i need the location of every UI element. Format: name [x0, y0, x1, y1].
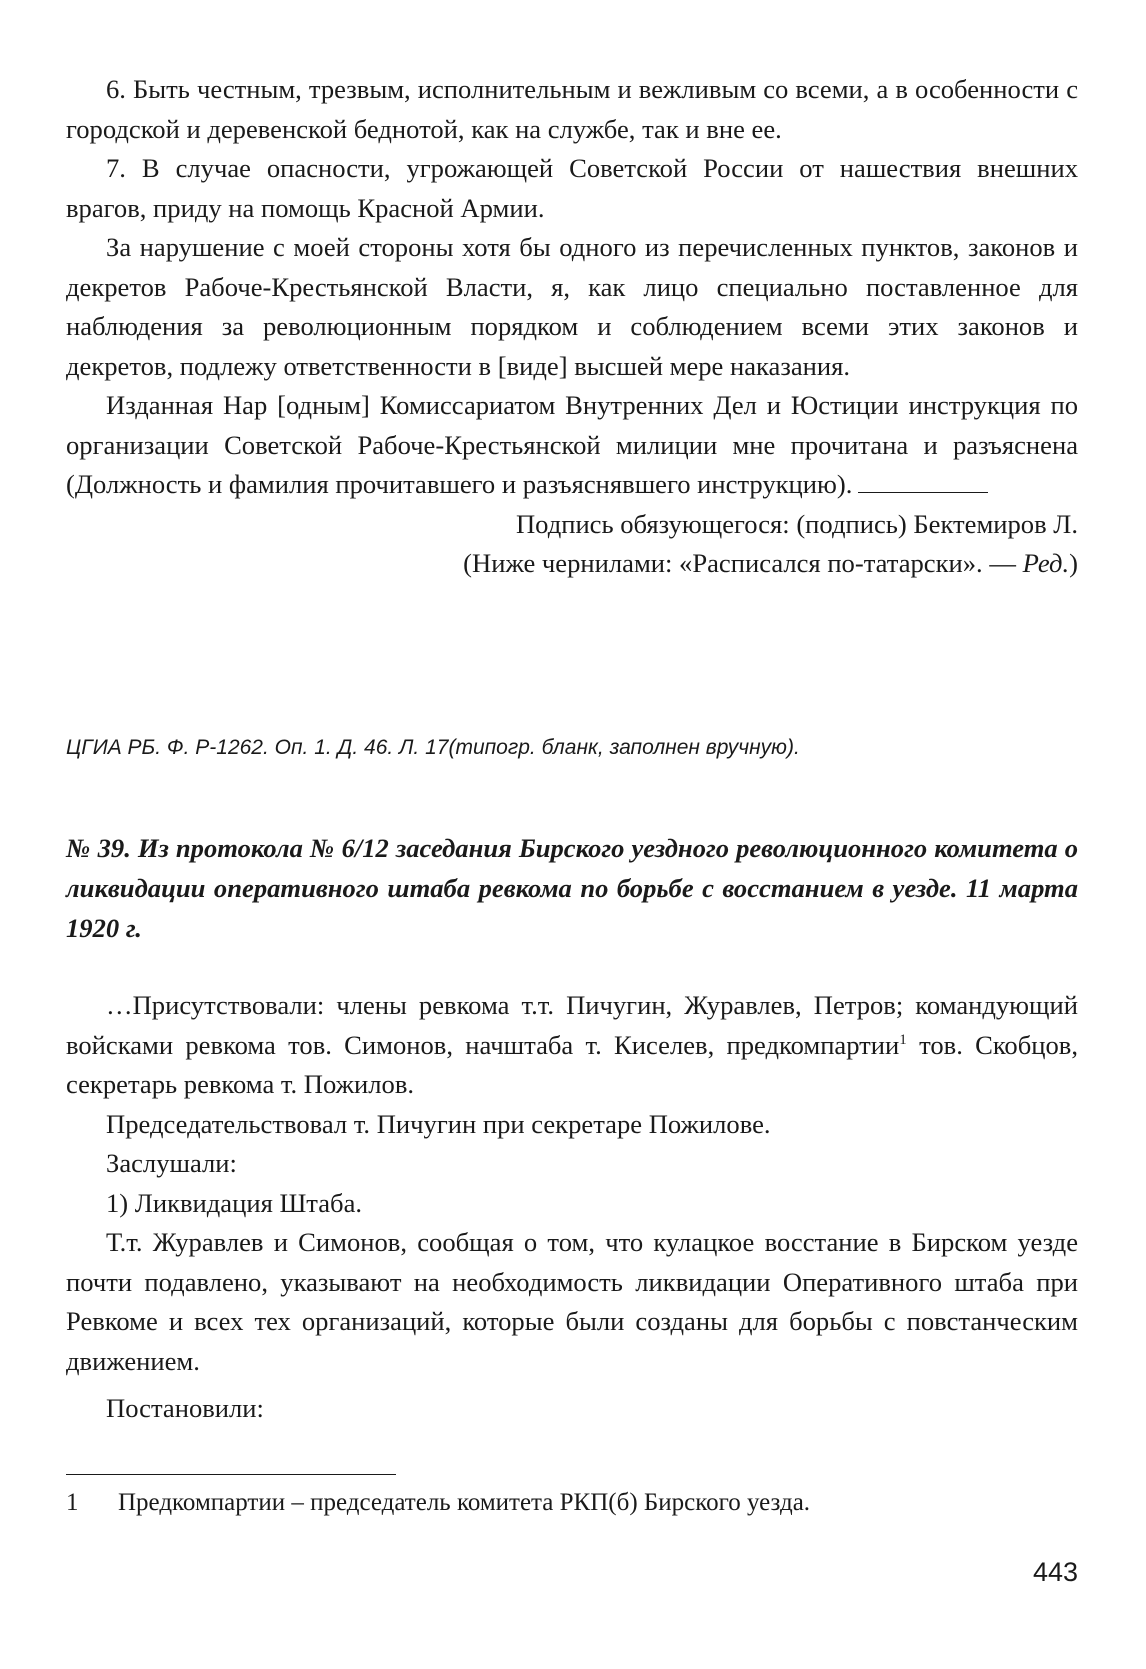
chaired-paragraph: Председательствовал т. Пичугин при секретаре Пожилове. — [106, 1108, 771, 1139]
archive-source-reference: ЦГИА РБ. Ф. Р-1262. Оп. 1. Д. 46. Л. 17(типогр. бланк, заполнен вручную). — [66, 736, 800, 759]
protocol-text-block — [66, 986, 1078, 1429]
footnote-marker: 1 — [899, 1031, 907, 1048]
editor-note — [66, 544, 1078, 584]
signature-line: Подпись обязующегося: (подпись) Бектемиров Л. — [515, 508, 1078, 539]
document-heading: № 39. Из протокола № 6/12 заседания Бирского уездного революционного комитета о ликвидации оперативного штаба ревкома по борьбе с восстанием в уезде. 11 марта 1920 г. — [66, 833, 1078, 943]
editor-note-text: (Ниже чернилами: «Расписался по-татарски». — — [463, 548, 1023, 578]
penalty-paragraph: За нарушение с моей стороны хотя бы одного из перечисленных пунктов, законов и декретов Рабоче-Крестьянской Власти, я, как лицо специально поставленное для наблюдения за революционным порядком и соблюдением всеми этих законов и декретов, подлежу ответственности в [виде] высшей мере наказания. — [66, 232, 1078, 381]
instruction-text: Изданная Нар [одным] Комиссариатом Внутренних Дел и Юстиции инструкция по организации Советской Рабоче-Крестьянской милиции мне прочитана и разъяснена (Должность и фамилия прочитавшего и разъяснявшего инструкцию). — [66, 390, 1078, 499]
oath-item-7: 7. В случае опасности, угрожающей Советской России от нашествия внешних врагов, приду на помощь Красной Армии. — [66, 153, 1078, 223]
editor-note-close: ) — [1069, 548, 1078, 578]
agenda-item-1: 1) Ликвидация Штаба. — [106, 1187, 363, 1218]
fill-in-line — [858, 492, 988, 493]
footnote-divider — [66, 1474, 396, 1475]
present-text: …Присутствовали: члены ревкома т.т. Пичугин, Журавлев, Петров; командующий войсками ревкома тов. Симонов, начштаба т. Киселев, предкомпартии — [66, 990, 1078, 1060]
oath-text-block — [66, 70, 1078, 584]
footnote — [66, 1486, 1078, 1520]
footnote-text: Предкомпартии – председатель комитета РКП(б) Бирского уезда. — [118, 1489, 811, 1516]
heard-label: Заслушали: — [106, 1148, 237, 1178]
instruction-paragraph — [66, 386, 1078, 505]
discussion-paragraph: Т.т. Журавлев и Симонов, сообщая о том, что кулацкое восстание в Бирском уезде почти подавлено, указывают на необходимость ликвидации Оперативного штаба при Ревкоме и всех тех организаций, которые были созданы для борьбы с повстанческим движением. — [66, 1227, 1078, 1376]
footnote-number: 1 — [66, 1489, 79, 1516]
oath-item-6: 6. Быть честным, трезвым, исполнительным и вежливым со всеми, а в особенности с городской и деревенской беднотой, как на службе, так и вне ее. — [66, 74, 1078, 144]
page-number: 443 — [1032, 1557, 1078, 1587]
resolved-label: Постановили: — [106, 1393, 264, 1423]
present-tail: тов. Скобцов, секретарь ревкома т. Пожилов. — [66, 1029, 1078, 1099]
present-paragraph — [66, 986, 1078, 1105]
editor-abbrev: Ред. — [1022, 548, 1070, 578]
